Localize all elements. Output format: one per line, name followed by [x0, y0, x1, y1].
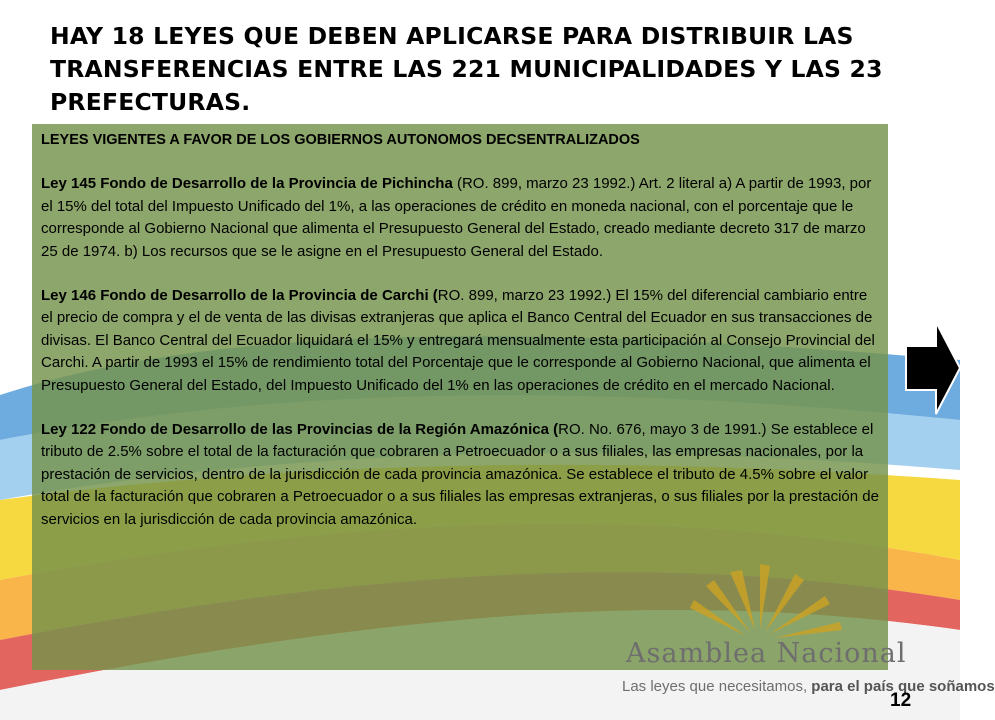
law-text: (RO. 899, marzo 23 1992.) Art. 2 literal a) A partir de 1993, por el 15% del total del Impuesto Unificado del 1%, a las operaciones de crédito en moneda nacional, con el porcentaje que le corresponde al Gobierno Nacional que alimenta el Presupuesto General del Estado, creado mediante decreto 317 de marzo 25 de 1974. b) Los recursos que se le asigne en el Presupuesto General del Estado. — [41, 175, 872, 260]
law-item-145 — [41, 173, 880, 263]
logo-tagline — [622, 678, 995, 695]
page-number: 12 — [890, 690, 912, 711]
law-item-146 — [41, 285, 880, 397]
law-text: RO. 899, marzo 23 1992.) El 15% del diferencial cambiario entre el precio de compra y el de venta de las divisas extranjeras que aplica el Banco Central del Ecuador en sus transacciones de divisas. El Banco Central del Ecuador liquidará el 15% y entregará mensualmente esta participación al Consejo Provincial del Carchi. A partir de 1993 el 15% de rendimiento total del Porcentaje que le corresponde al Gobierno Nacional, que alimenta el Presupuesto General del Estado, del Impuesto Unificado del 1% en las operaciones de crédito en el mercado Nacional. — [41, 287, 875, 394]
law-name: Ley 146 Fondo de Desarrollo de la Provincia de Carchi ( — [41, 287, 438, 305]
law-name: Ley 122 Fondo de Desarrollo de las Provincias de la Región Amazónica ( — [41, 421, 559, 439]
law-text: RO. No. 676, mayo 3 de 1991.) Se establece el tributo de 2.5% sobre el total de la facturación que cobraren a Petroecuador o a sus filiales, las empresas nacionales, por la prestación de servicios, dentro de la jurisdicción de cada provincia amazónica. Se establece el tributo de 4.5% sobre el valor total de la facturación que cobraren a Petroecuador o a sus filiales las empresas extranjeras, o sus filiales por la prestación de servicios en la jurisdicción de cada provincia amazónica. — [41, 421, 879, 528]
tagline-regular: Las leyes que necesitamos, — [622, 678, 812, 695]
logo-name: Asamblea Nacional — [626, 638, 907, 669]
law-name: Ley 145 Fondo de Desarrollo de la Provincia de Pichincha — [41, 175, 453, 193]
right-arrow-icon[interactable] — [904, 320, 960, 416]
slide-title: HAY 18 LEYES QUE DEBEN APLICARSE PARA DISTRIBUIR LAS TRANSFERENCIAS ENTRE LAS 221 MUNICIPALIDADES Y LAS 23 PREFECTURAS. — [50, 22, 883, 116]
panel-heading: LEYES VIGENTES A FAVOR DE LOS GOBIERNOS AUTONOMOS DECSENTRALIZADOS — [41, 132, 640, 148]
law-item-122 — [41, 419, 880, 531]
tagline-bold: para el país que soñamos — [811, 678, 995, 695]
